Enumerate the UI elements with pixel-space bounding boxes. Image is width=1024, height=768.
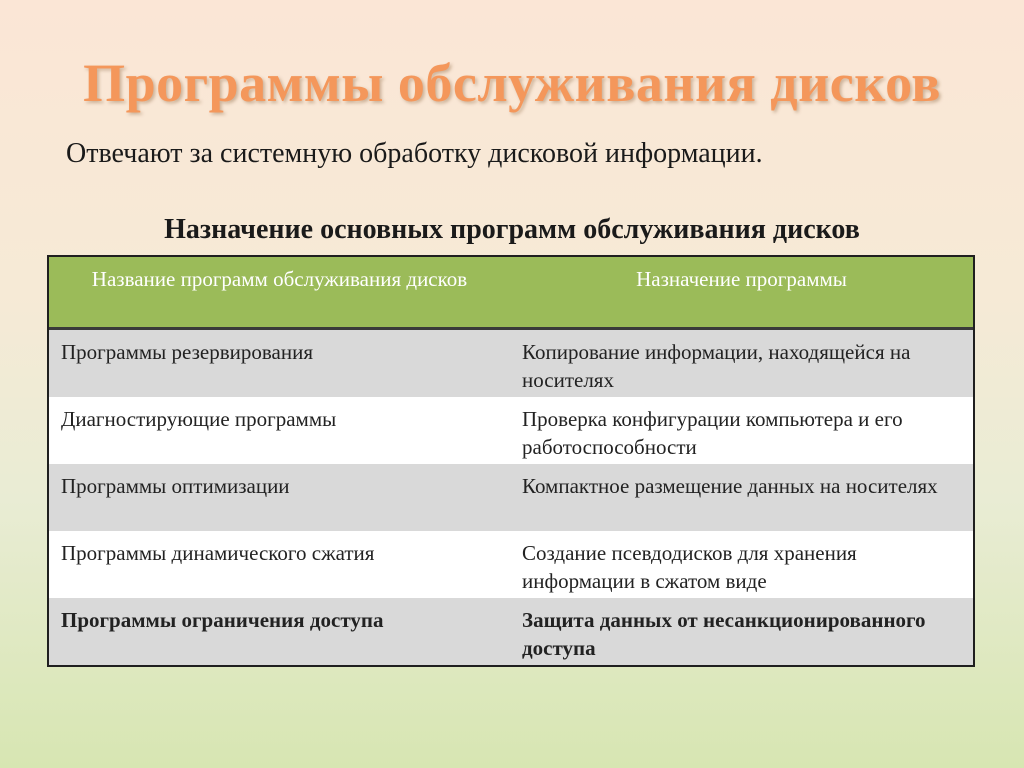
row-purpose-cell: Защита данных от несанкционированного доступа [522, 608, 926, 660]
row-name-cell: Программы ограничения доступа [61, 608, 384, 632]
row-purpose-cell: Проверка конфигурации компьютера и его работоспособности [522, 407, 903, 459]
slide-subtitle: Отвечают за системную обработку дисковой информации. [66, 138, 763, 169]
table-row [49, 464, 973, 531]
table-row [49, 531, 973, 598]
header-cell-name: Название программ обслуживания дисков [91, 267, 468, 291]
slide-title: Программы обслуживания дисков [83, 53, 941, 113]
table-header-row [49, 257, 973, 330]
row-name-cell: Программы оптимизации [61, 474, 290, 498]
table-row [49, 330, 973, 397]
table-row [49, 397, 973, 464]
row-purpose-cell: Копирование информации, находящейся на носителях [522, 340, 911, 392]
header-cell-purpose: Назначение программы [636, 267, 847, 291]
table-row [49, 598, 973, 665]
table-caption: Назначение основных программ обслуживания дисков [164, 214, 860, 245]
row-purpose-cell: Компактное размещение данных на носителях [522, 474, 938, 498]
programs-table [47, 255, 975, 667]
row-name-cell: Диагностирующие программы [61, 407, 337, 431]
row-purpose-cell: Создание псевдодисков для хранения информации в сжатом виде [522, 541, 857, 593]
row-name-cell: Программы динамического сжатия [61, 541, 375, 565]
row-name-cell: Программы резервирования [61, 340, 313, 364]
